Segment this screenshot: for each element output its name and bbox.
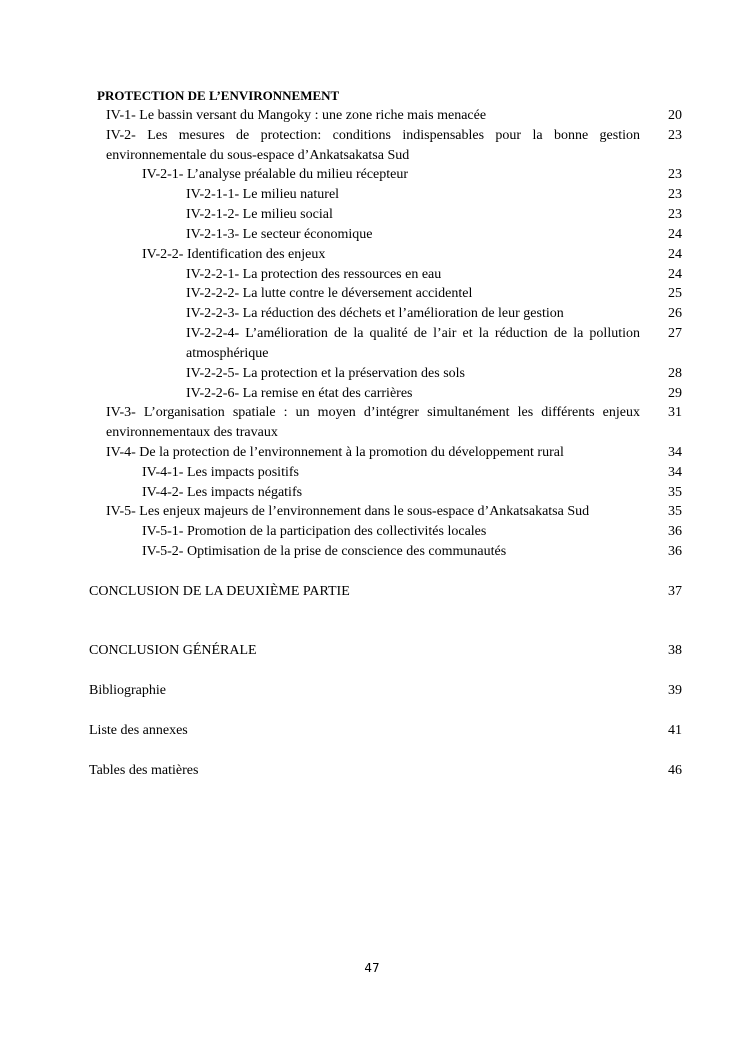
toc-entry-label: IV-2-2-4- L’amélioration de la qualité de l’air et la réduction de la pollution atmosphérique — [186, 326, 640, 361]
toc-entry — [186, 205, 640, 225]
toc-entry-page: 27 — [668, 326, 682, 341]
toc-entry-page: 25 — [668, 286, 682, 301]
toc-entry — [186, 265, 640, 285]
toc-entry — [186, 185, 640, 205]
toc-entry-page: 20 — [668, 108, 682, 123]
toc-entry — [186, 384, 640, 404]
toc-entry-page: 31 — [668, 405, 682, 420]
toc-entry-page: 24 — [668, 227, 682, 242]
toc-entry — [142, 165, 640, 185]
toc-entry-label: IV-4- De la protection de l’environnement à la promotion du développement rural — [106, 445, 564, 460]
toc-entry-label: IV-2-1-3- Le secteur économique — [186, 227, 373, 242]
toc-entry — [106, 126, 640, 166]
toc-entry — [106, 106, 640, 126]
toc-entry-label: IV-2-1- L’analyse préalable du milieu récepteur — [142, 167, 409, 182]
toc-main-entry-page: 46 — [668, 763, 682, 778]
toc-entry-page: 36 — [668, 544, 682, 559]
toc-entry-label: IV-2-2- Identification des enjeux — [142, 247, 326, 262]
toc-entry-label: IV-2-2-1- La protection des ressources en eau — [186, 267, 442, 282]
toc-entry — [142, 463, 640, 483]
toc-entry-page: 23 — [668, 207, 682, 222]
toc-entry-label: IV-2-2-5- La protection et la préservation des sols — [186, 366, 466, 381]
toc-main-entry-label: CONCLUSION DE LA DEUXIÈME PARTIE — [89, 584, 350, 599]
toc-entry — [142, 522, 640, 542]
toc-entry-label: IV-2-1-2- Le milieu social — [186, 207, 333, 222]
toc-entry — [106, 403, 640, 443]
toc-entry-label: IV-1- Le bassin versant du Mangoky : une zone riche mais menacée — [106, 108, 487, 123]
toc-main-entry-page: 41 — [668, 723, 682, 738]
section-title: PROTECTION DE L’ENVIRONNEMENT — [97, 88, 340, 103]
toc-entry — [186, 225, 640, 245]
toc-entry — [186, 324, 640, 364]
toc-entry-label: IV-2-1-1- Le milieu naturel — [186, 187, 340, 202]
toc-entry — [106, 502, 640, 522]
toc-entry — [142, 245, 640, 265]
toc-entry-label: IV-4-1- Les impacts positifs — [142, 465, 299, 480]
toc-entry-page: 23 — [668, 128, 682, 143]
toc-entry-label: IV-4-2- Les impacts négatifs — [142, 485, 303, 500]
toc-entry-page: 28 — [668, 366, 682, 381]
toc-entry-page: 35 — [668, 504, 682, 519]
toc-entry-page: 26 — [668, 306, 682, 321]
toc-entry-label: IV-2-2-3- La réduction des déchets et l’amélioration de leur gestion — [186, 306, 564, 321]
toc-entry-page: 23 — [668, 187, 682, 202]
toc-entry-page: 23 — [668, 167, 682, 182]
toc-entry — [186, 364, 640, 384]
toc-entry-page: 36 — [668, 524, 682, 539]
toc-entry-label: IV-2- Les mesures de protection: conditions indispensables pour la bonne gestion environnementale du sous-espace d’Ankatsakatsa Sud — [106, 128, 640, 163]
toc-entry-page: 24 — [668, 267, 682, 282]
toc-entry-page: 29 — [668, 386, 682, 401]
toc-entry-label: IV-2-2-2- La lutte contre le déversement accidentel — [186, 286, 473, 301]
toc-entry — [186, 284, 640, 304]
toc-entry-page: 34 — [668, 445, 682, 460]
toc-main-entry-label: CONCLUSION GÉNÉRALE — [89, 643, 257, 658]
toc-entry-label: IV-2-2-6- La remise en état des carrières — [186, 386, 413, 401]
toc-main-entry-label: Liste des annexes — [89, 723, 188, 738]
toc-entry-label: IV-5-2- Optimisation de la prise de conscience des communautés — [142, 544, 507, 559]
toc-entry-label: IV-3- L’organisation spatiale : un moyen d’intégrer simultanément les différents enjeux environnementaux des travaux — [106, 405, 640, 440]
toc-entry — [106, 443, 640, 463]
toc-entry-page: 35 — [668, 485, 682, 500]
toc-entry-page: 34 — [668, 465, 682, 480]
toc-main-entry-page: 37 — [668, 584, 682, 599]
toc-entry — [142, 483, 640, 503]
toc-main-entry-page: 39 — [668, 683, 682, 698]
toc-main-entry-page: 38 — [668, 643, 682, 658]
toc-entry — [142, 542, 640, 562]
toc-entry-label: IV-5- Les enjeux majeurs de l’environnement dans le sous-espace d’Ankatsakatsa Sud — [106, 504, 590, 519]
page-number: 47 — [364, 961, 380, 975]
toc-entry — [186, 304, 640, 324]
toc-main-entry-label: Tables des matières — [89, 763, 199, 778]
toc-entry-label: IV-5-1- Promotion de la participation des collectivités locales — [142, 524, 487, 539]
toc-main-entry-label: Bibliographie — [89, 683, 166, 698]
toc-entry-page: 24 — [668, 247, 682, 262]
